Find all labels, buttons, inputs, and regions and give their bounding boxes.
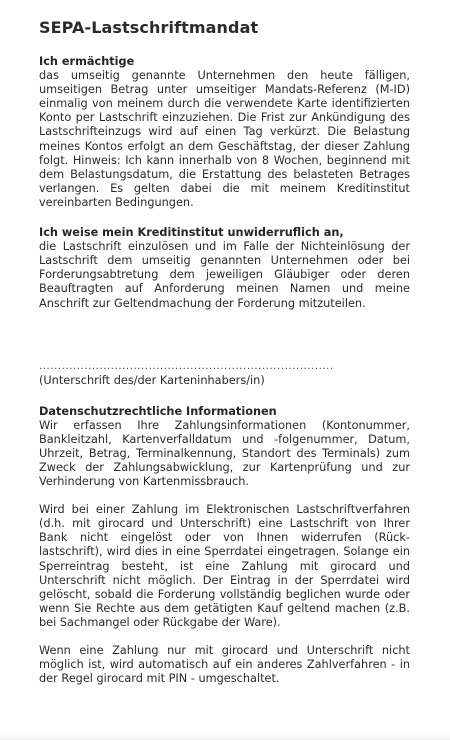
privacy-heading: Datenschutzrechtliche Informationen bbox=[39, 404, 277, 418]
signature-line: .............................................................................. bbox=[39, 361, 334, 372]
mandate-section bbox=[39, 55, 410, 210]
instruction-heading: Ich weise mein Kreditinstitut unwiderruflich an, bbox=[39, 226, 344, 240]
blocklist-paragraph: Wird bei einer Zahlung im Elektronischen Lastschriftverfahren (d.h. mit girocard und Unterschrift) eine Lastschrift von Ihrer Bank nicht eingelöst oder von Ihnen widerrufen (Rück-lastschrift), wird dies in eine Sperrdatei eingetragen. Solange ein Sperreintrag besteht, ist eine Zahlung mit girocard und Unterschrift nicht möglich. Der Eintrag in der Sperrdatei wird gelöscht, sobald die Forderung vollständig beglichen wurde oder wenn Sie Rechte aus dem getätigten Kauf geltend machen (z.B. bei Sachmangel oder Rückgabe der Ware). bbox=[39, 503, 410, 629]
mandate-text: das umseitig genannte Unternehmen den heute fälligen, umseitigen Betrag unter umseitiger Mandats-Referenz (M-ID) einmalig von meinem durch die verwendete Karte identifizierten Konto per Lastschrift einzuziehen. Die Frist zur Ankündigung des Lastschrifteinzugs wird auf einen Tag verkürzt. Die Belastung meines Kontos erfolgt an dem Geschäftstag, der dieser Zahlung folgt. Hinweis: Ich kann innerhalb von 8 Wochen, beginnend mit dem Belastungsdatum, die Erstattung des belasteten Betrages verlangen. Es gelten dabei die mit meinem Kreditinstitut vereinbarten Bedingungen. bbox=[39, 69, 410, 209]
privacy-section bbox=[39, 405, 410, 490]
document-title: SEPA-Lastschriftmandat bbox=[39, 18, 259, 37]
privacy-text: Wir erfassen Ihre Zahlungsinformationen (Kontonummer, Bankleitzahl, Kartenverfalldatum und -folgenummer, Datum, Uhrzeit, Betrag, Terminalkennung, Standort des Terminals) zum Zweck der Zahlungsabwicklung, zur Kartenprüfung und zur Verhinderung von Kartenmissbrauch. bbox=[39, 418, 410, 489]
instruction-text: die Lastschrift einzulösen und im Falle der Nichteinlösung der Lastschrift dem umseitig genannten Unternehmen oder bei Forderungsabtretung dem jeweiligen Gläubiger oder deren Beauftragten auf Anforderung meinen Namen und meine Anschrift zur Geltendmachung der Forderung mitzuteilen. bbox=[39, 240, 410, 310]
page-edge-shadow bbox=[0, 734, 450, 740]
signature-label: (Unterschrift des/der Karteninhabers/in) bbox=[39, 373, 265, 387]
instruction-section bbox=[39, 226, 410, 311]
fallback-paragraph: Wenn eine Zahlung nur mit girocard und Unterschrift nicht möglich ist, wird automatisch auf ein anderes Zahlverfahren - in der Regel girocard mit PIN - umgeschaltet. bbox=[39, 644, 410, 686]
mandate-heading: Ich ermächtige bbox=[39, 55, 135, 68]
